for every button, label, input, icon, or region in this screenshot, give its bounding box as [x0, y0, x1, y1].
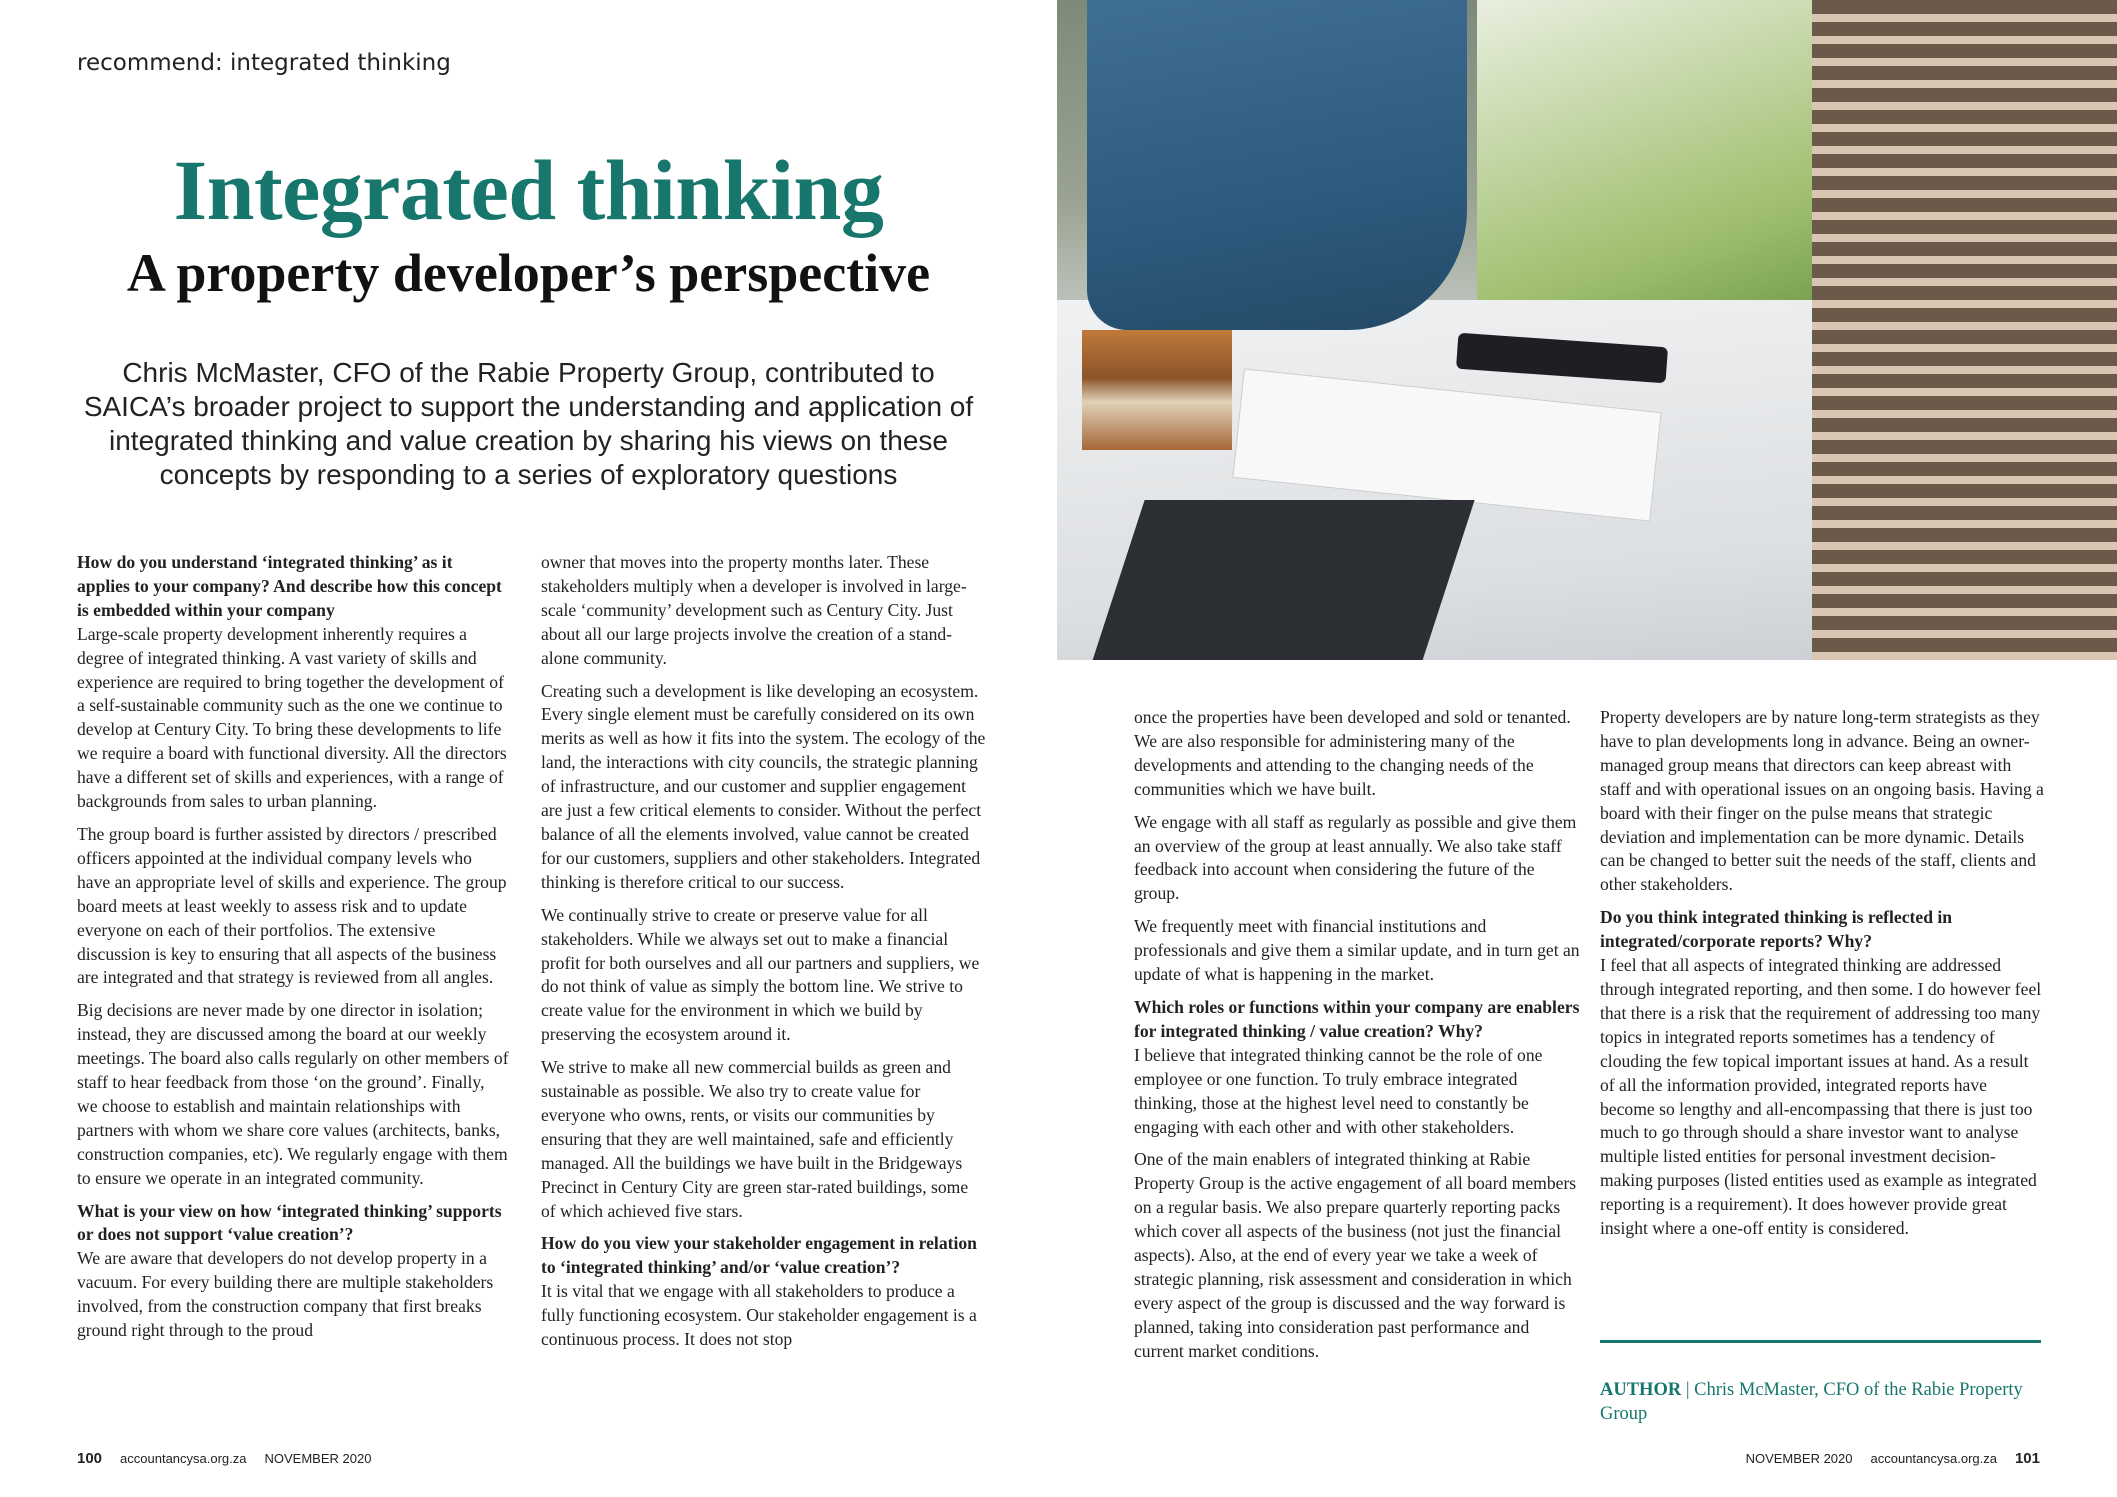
paragraph: Property developers are by nature long-term strategists as they have to plan developments long in advance. Being an owner-managed group means that directors can keep abreast with staff and with operational issues on an ongoing basis. Having a board with their finger on the pulse means that strategic deviation and implementation can be more dynamic. Details can be changed to better suit the needs of the staff, clients and other stakeholders. [1600, 707, 2044, 895]
photo-blinds [1812, 0, 2117, 660]
question-heading: How do you view your stakeholder engagement in relation to ‘integrated thinking’ and/or ‘value creation’? [541, 1233, 977, 1278]
photo-laptop [1089, 500, 1474, 660]
question-heading: How do you understand ‘integrated thinking’ as it applies to your company? And describe how this concept is embedded within your company [77, 552, 502, 620]
paragraph: I believe that integrated thinking cannot be the role of one employee or one function. To truly embrace integrated thinking, those at the highest level need to constantly be engaging with each other and with other stakeholders. [1134, 1044, 1543, 1137]
footer-left [77, 1450, 371, 1467]
author-credit [1600, 1378, 2040, 1426]
article-subtitle: A property developer’s perspective [126, 243, 931, 303]
article-intro: Chris McMaster, CFO of the Rabie Property Group, contributed to SAICA’s broader project to support the understanding and application of integrated thinking and value creation by sharing his views on these concepts by responding to a series of exploratory questions [83, 357, 974, 490]
page-number-right: 101 [2014, 1450, 2040, 1467]
article-photo [1057, 0, 2117, 660]
photo-books [1082, 330, 1232, 450]
question-heading: Do you think integrated thinking is reflected in integrated/corporate reports? Why? [1600, 907, 1953, 952]
text-column-2 [541, 551, 987, 1361]
paragraph: The group board is further assisted by directors / prescribed officers appointed at the individual company levels who have an appropriate level of skills and experience. The group board meets at least weekly to assess risk and to update everyone on each of their portfolios. The extensive discussion is key to ensuring that all aspects of the business are integrated and that strategy is reviewed from all angles. [77, 823, 507, 988]
footer-date-right: NOVEMBER 2020 [1745, 1451, 1853, 1466]
paragraph: Large-scale property development inherently requires a degree of integrated thinking. A vast variety of skills and experience are required to bring together the development of a self-sustainable community such as the one we continue to develop at Century City. To bring these developments to life we require a board with functional diversity. All the directors have a different set of skills and experiences, with a range of backgrounds from sales to urban planning. [77, 623, 507, 812]
footer-right [1746, 1450, 2040, 1467]
paragraph: It is vital that we engage with all stakeholders to produce a fully functioning ecosystem. Our stakeholder engagement is a continuous process. It does not stop [541, 1281, 977, 1350]
photo-person [1087, 0, 1467, 330]
footer-date-left: NOVEMBER 2020 [264, 1451, 372, 1466]
paragraph: We engage with all staff as regularly as possible and give them an overview of the group at least annually. We also take staff feedback into account when considering the future of the group. [1134, 811, 1577, 904]
author-label: AUTHOR [1600, 1380, 1682, 1400]
text-column-1 [77, 551, 509, 1352]
paragraph: I feel that all aspects of integrated thinking are addressed through integrated reporting, and then some. I do however feel that there is a risk that the requirement of addressing too many topics in integrated reports sometimes has a tendency of clouding the few topical important issues at hand. As a result of all the information provided, integrated reports have become so lengthy and all-encompassing that there is just too much to go through should a share investor want to analyse multiple listed entities for personal investment decision-making purposes (listed entities used as example as integrated reporting is a requirement). It does however provide great insight where a one-off entity is considered. [1600, 955, 2042, 1239]
paragraph: once the properties have been developed and sold or tenanted. We are also responsible for administering many of the developments and attending to the changing needs of the communities which we have built. [1134, 707, 1571, 799]
footer-site-left: accountancysa.org.za [120, 1451, 247, 1466]
paragraph: One of the main enablers of integrated thinking at Rabie Property Group is the active engagement of all board members on a regular basis. We also prepare quarterly reporting packs which cover all aspects of the business (not just the financial aspects). Also, at the end of every year we take a week of strategic planning, risk assessment and consideration in which every aspect of the group is discussed and the way forward is planned, taking into consideration past performance and current market conditions. [1134, 1149, 1577, 1361]
paragraph: We are aware that developers do not develop property in a vacuum. For every building there are multiple stakeholders involved, from the construction company that first breaks ground right through to the proud [77, 1248, 494, 1341]
section-kicker: recommend: integrated thinking [77, 50, 451, 76]
author-divider [1600, 1340, 2041, 1343]
question-heading: Which roles or functions within your company are enablers for integrated thinking / value creation? Why? [1134, 996, 1580, 1041]
question-heading: What is your view on how ‘integrated thinking’ supports or does not support ‘value creation’? [77, 1200, 502, 1245]
author-separator: | [1681, 1380, 1695, 1400]
text-column-4 [1600, 706, 2044, 1250]
paragraph: Big decisions are never made by one director in isolation; instead, they are discussed among the board at our weekly meetings. The board also calls regularly on other members of staff to hear feedback from those ‘on the ground’. Finally, we choose to establish and maintain relationships with partners with whom we share core values (architects, banks, construction companies, etc). We regularly engage with them to ensure we operate in an integrated community. [77, 1000, 509, 1188]
paragraph: We strive to make all new commercial builds as green and sustainable as possible. We also try to create value for everyone who owns, rents, or visits our communities by ensuring that they are well maintained, safe and efficiently managed. All the buildings we have built in the Bridgeways Precinct in Century City are green star-rated buildings, some of which achieved five stars. [541, 1057, 969, 1221]
paragraph: Creating such a development is like developing an ecosystem. Every single element must be carefully considered on its own merits as well as how it fits into the system. The ecology of the land, the interactions with city councils, the strategic planning of infrastructure, and our customer and supplier engagement are just a few critical elements to consider. Without the perfect balance of all the elements involved, value cannot be created for our customers, suppliers and other stakeholders. Integrated thinking is therefore critical to our success. [541, 680, 986, 892]
page-number-left: 100 [77, 1450, 103, 1467]
paragraph: We frequently meet with financial institutions and professionals and give them a similar update, and in turn get an update of what is happening in the market. [1134, 916, 1580, 985]
text-column-3 [1134, 706, 1580, 1373]
footer-site-right: accountancysa.org.za [1870, 1451, 1997, 1466]
paragraph: We continually strive to create or preserve value for all stakeholders. While we always set out to make a financial profit for both ourselves and all our partners and suppliers, we do not think of value as simply the bottom line. We strive to create value for the environment in which we build by preserving the ecosystem around it. [541, 904, 980, 1045]
article-title: Integrated thinking [173, 142, 884, 238]
paragraph: owner that moves into the property months later. These stakeholders multiply when a developer is involved in large-scale ‘community’ development such as Century City. Just about all our large projects involve the creation of a stand-alone community. [541, 552, 967, 668]
author-name: Chris McMaster, CFO of the Rabie Property Group [1600, 1380, 2023, 1424]
